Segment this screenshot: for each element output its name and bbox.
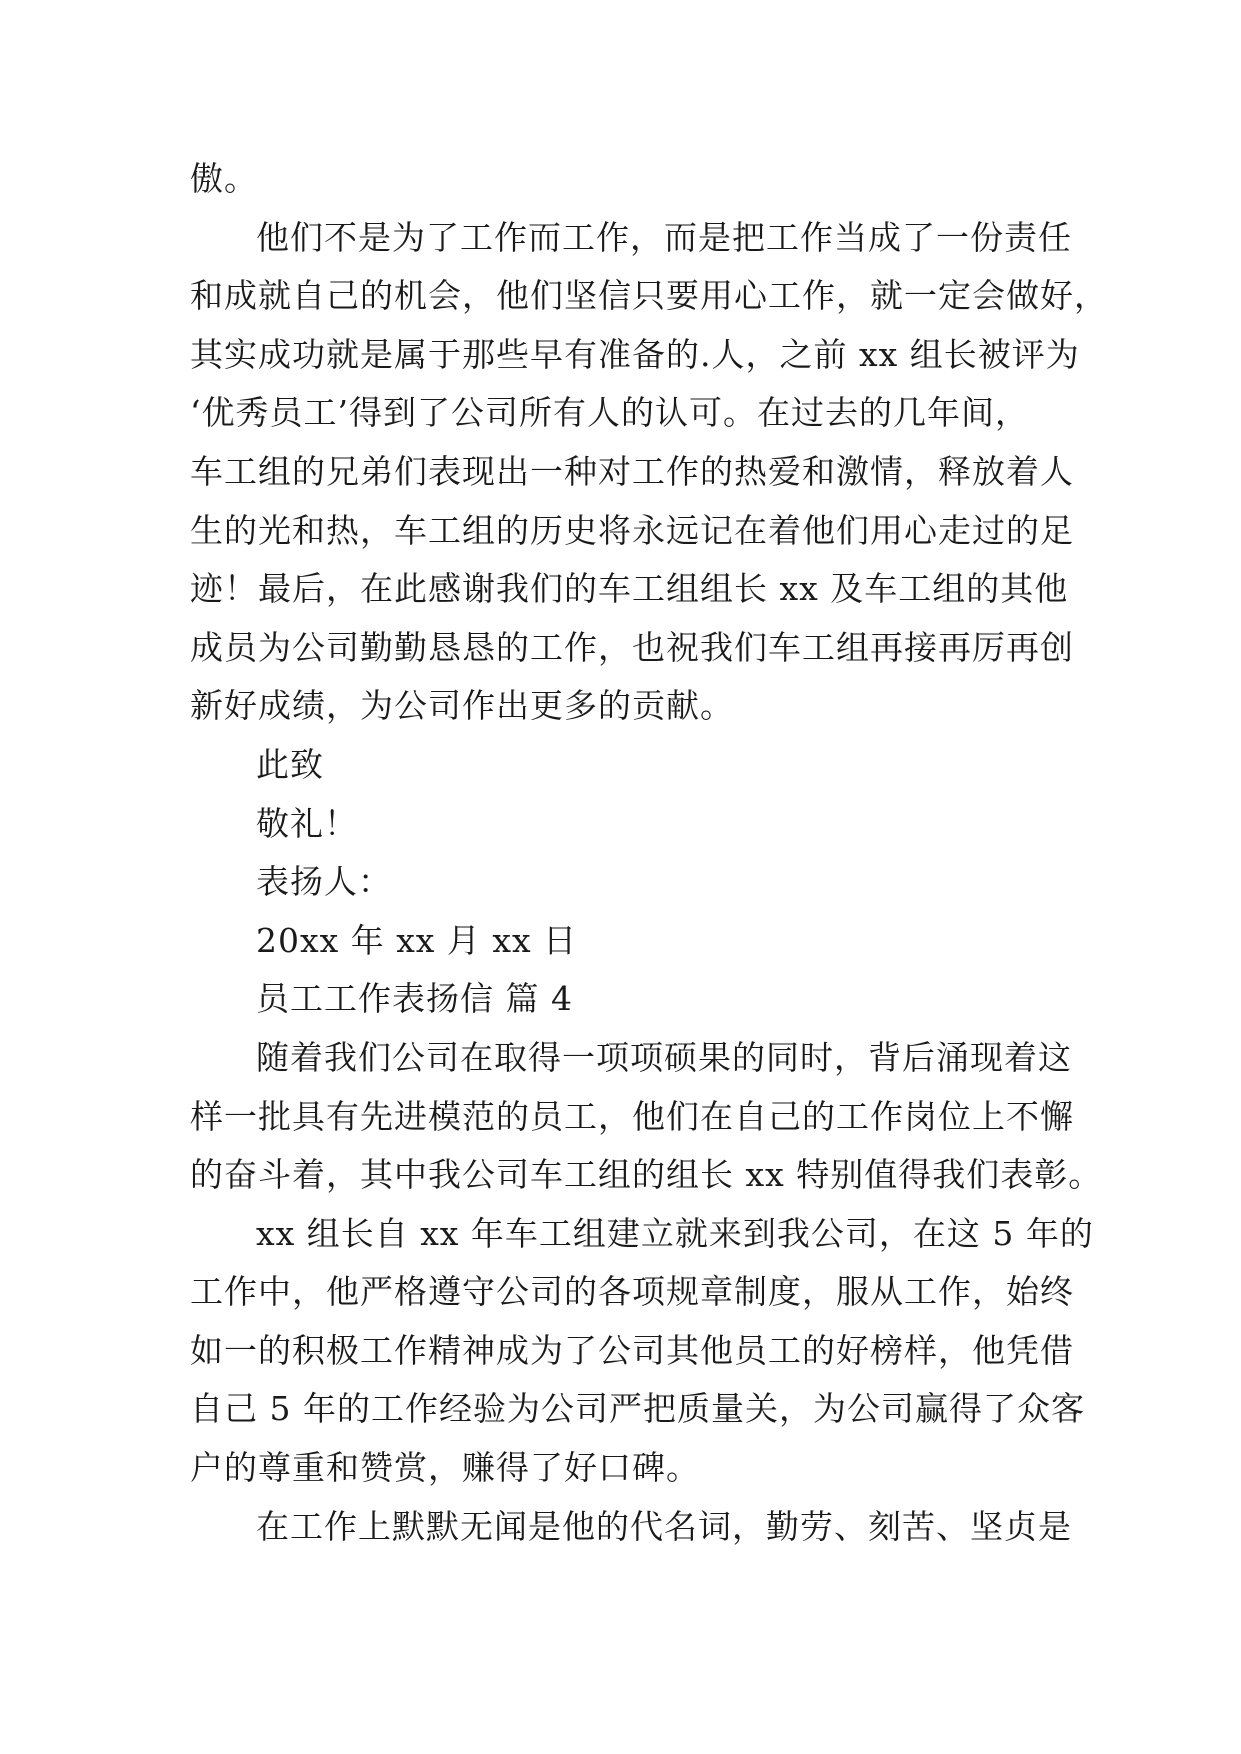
closing-salutation: 此致 bbox=[256, 744, 324, 784]
text-line: 车工组的兄弟们表现出一种对工作的热爱和激情，释放着人 bbox=[190, 451, 1074, 491]
text-line: 其实成功就是属于那些早有准备的.人，之前 xx 组长被评为 bbox=[190, 334, 1080, 374]
text-line: 他们不是为了工作而工作，而是把工作当成了一份责任 bbox=[256, 217, 1072, 257]
text-line: 自己 5 年的工作经验为公司严把质量关，为公司赢得了众客 bbox=[190, 1389, 1085, 1429]
text-line: 工作中，他严格遵守公司的各项规章制度，服从工作，始终 bbox=[190, 1272, 1074, 1312]
section-heading: 员工工作表扬信 篇 4 bbox=[256, 979, 573, 1019]
letter-date: 20xx 年 xx 月 xx 日 bbox=[256, 920, 578, 960]
text-line: 随着我们公司在取得一项项硕果的同时，背后涌现着这 bbox=[256, 1037, 1072, 1077]
text-line: 如一的积极工作精神成为了公司其他员工的好榜样，他凭借 bbox=[190, 1330, 1074, 1370]
letter-body bbox=[190, 150, 1108, 1556]
text-line: 的奋斗着，其中我公司车工组的组长 xx 特别值得我们表彰。 bbox=[190, 1155, 1103, 1195]
text-line: ‘优秀员工’得到了公司所有人的认可。在过去的几年间， bbox=[190, 393, 1029, 433]
text-line: 样一批具有先进模范的员工，他们在自己的工作岗位上不懈 bbox=[190, 1096, 1074, 1136]
closing-regards: 敬礼！ bbox=[256, 803, 358, 843]
text-line: 成员为公司勤勤恳恳的工作，也祝我们车工组再接再厉再创 bbox=[190, 627, 1074, 667]
text-line: 傲。 bbox=[190, 159, 258, 198]
text-line: 和成就自己的机会，他们坚信只要用心工作，就一定会做好， bbox=[190, 276, 1108, 316]
text-line: xx 组长自 xx 年车工组建立就来到我公司，在这 5 年的 bbox=[256, 1213, 1094, 1253]
signer-label: 表扬人： bbox=[256, 862, 392, 902]
text-line: 在工作上默默无闻是他的代名词，勤劳、刻苦、坚贞是 bbox=[256, 1506, 1072, 1546]
text-line: 生的光和热，车工组的历史将永远记在着他们用心走过的足 bbox=[190, 510, 1074, 550]
text-line: 户的尊重和赞赏，赚得了好口碑。 bbox=[190, 1448, 700, 1488]
text-line: 新好成绩，为公司作出更多的贡献。 bbox=[190, 686, 734, 726]
text-line: 迹！最后，在此感谢我们的车工组组长 xx 及车工组的其他 bbox=[190, 569, 1069, 609]
